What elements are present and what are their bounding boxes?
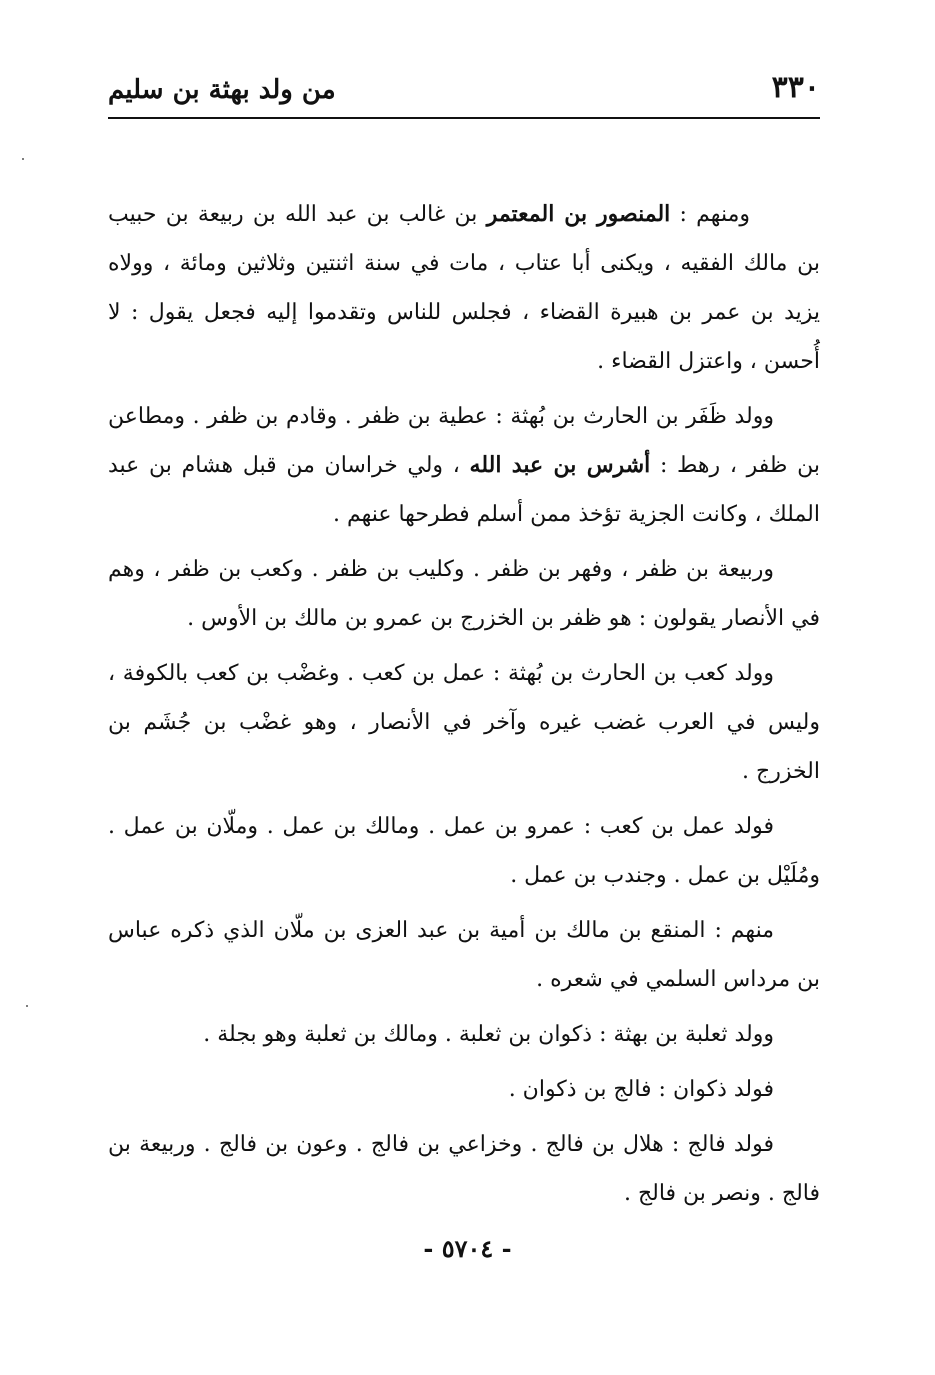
paragraph-2 xyxy=(108,392,820,539)
paragraph-6: منهم : المنقع بن مالك بن أمية بن عبد العزى بن ملّان الذي ذكره عباس بن مرداس السلمي في شعره . xyxy=(108,918,820,992)
running-title: من ولد بهثة بن سليم xyxy=(108,75,336,105)
header-rule xyxy=(108,117,820,119)
text-run: بن غالب بن عبد الله بن ربيعة بن حبيب بن مالك الفقيه ، ويكنى أبا عتاب ، مات في سنة اثنتين وثلاثين ومائة ، وولاه يزيد بن عمر بن هبيرة القضاء ، فجلس للناس وتقدموا إليه فجعل يقول : لا أُحسن ، واعتزل القضاء . xyxy=(108,202,820,374)
paragraph-8: فولد ذكوان : فالج بن ذكوان . xyxy=(508,1077,774,1102)
page-number: ٣٣٠ xyxy=(771,70,820,105)
paragraph-7: وولد ثعلبة بن بهثة : ذكوان بن ثعلبة . ومالك بن ثعلبة وهو بجلة . xyxy=(203,1022,774,1047)
bold-name: المنصور بن المعتمر xyxy=(486,201,671,227)
paragraph-1 xyxy=(108,190,820,386)
page-footer-folio: - ٥٧٠٤ - xyxy=(423,1234,512,1263)
scan-speck xyxy=(22,158,24,160)
body-text xyxy=(108,190,820,1224)
page-header xyxy=(108,70,820,116)
text-run: وولد ظَفَر بن الحارث بن بُهثة : عطية بن ظفر . وقادم بن ظفر . ومطاعن بن ظفر ، رهط : xyxy=(108,404,820,478)
paragraph-9: فولد فالج : هلال بن فالج . وخزاعي بن فالج . وعون بن فالج . وربيعة بن فالج . ونصر بن فالج . xyxy=(108,1132,820,1206)
text-run: ، ولي خراسان من قبل هشام بن عبد الملك ، وكانت الجزية تؤخذ ممن أسلم فطرحها عنهم . xyxy=(108,453,820,527)
paragraph-4: وولد كعب بن الحارث بن بُهثة : عمل بن كعب . وغضْب بن كعب بالكوفة ، وليس في العرب غضب غيره وآخر في الأنصار ، وهو غضْب بن جُشَم بن الخزرج . xyxy=(108,661,820,784)
paragraph-3: وربيعة بن ظفر ، وفهر بن ظفر . وكليب بن ظفر . وكعب بن ظفر ، وهم في الأنصار يقولون : هو ظفر بن الخزرج بن عمرو بن مالك بن الأوس . xyxy=(108,557,820,631)
text-run: ومنهم : xyxy=(670,202,750,227)
paragraph-5: فولد عمل بن كعب : عمرو بن عمل . ومالك بن عمل . وملّان بن عمل . ومُلَيْل بن عمل . وجندب بن عمل . xyxy=(108,814,820,888)
scan-speck xyxy=(26,1005,28,1007)
bold-name: أشرس بن عبد الله xyxy=(469,452,651,478)
